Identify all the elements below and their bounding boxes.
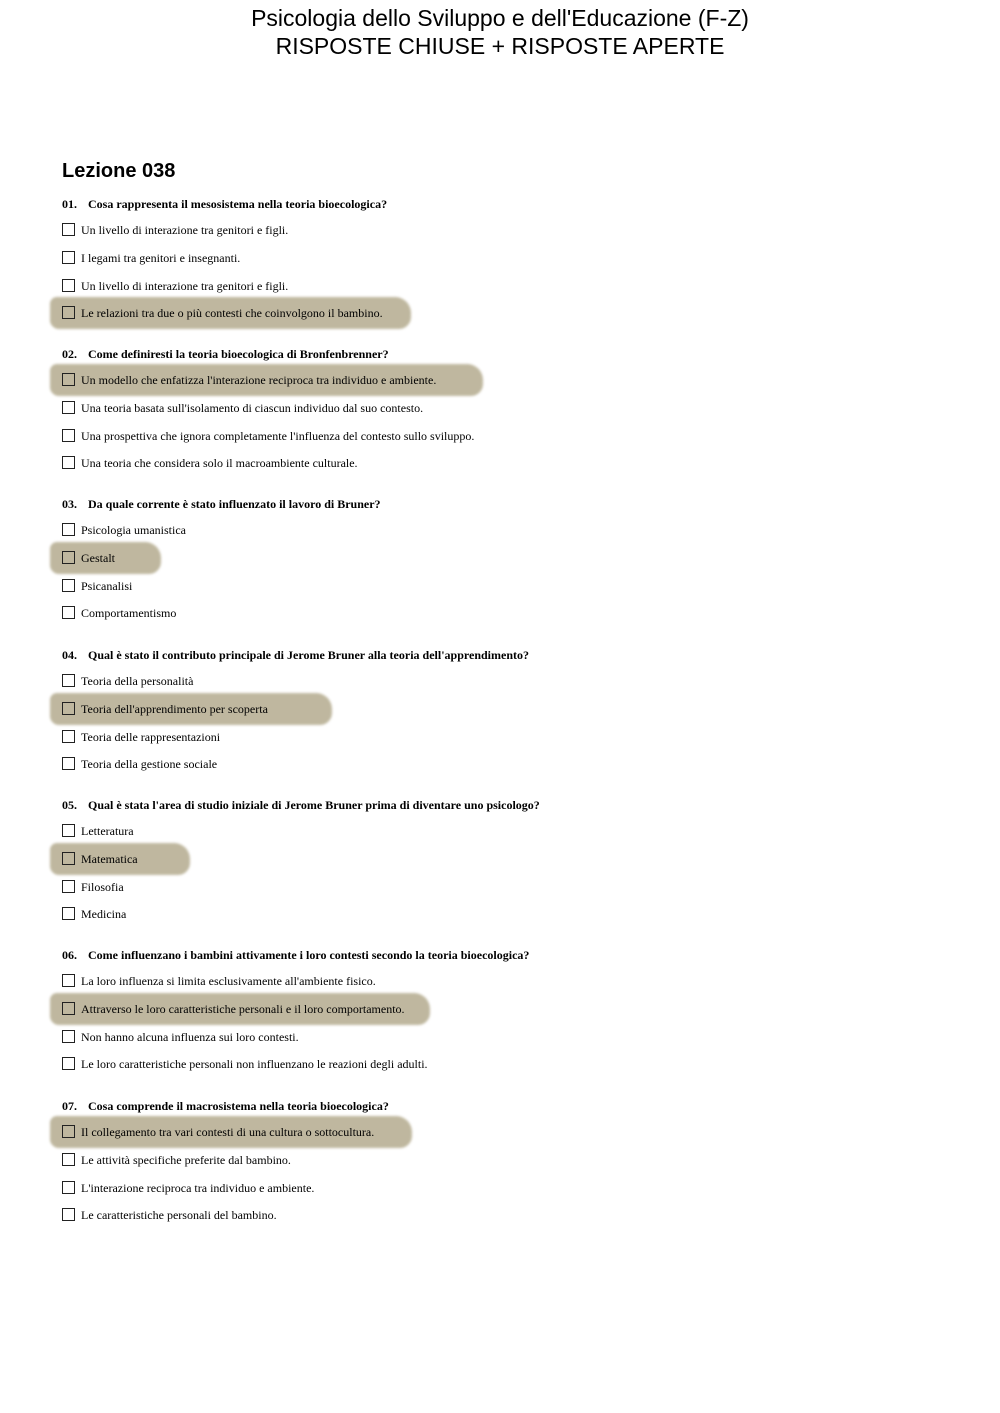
question-7 xyxy=(62,1099,389,1114)
answer-checkbox[interactable] xyxy=(62,1208,75,1221)
answer-checkbox[interactable] xyxy=(62,456,75,469)
answer-checkbox[interactable] xyxy=(62,730,75,743)
answer-checkbox[interactable] xyxy=(62,1030,75,1043)
answer-text: Le relazioni tra due o più contesti che coinvolgono il bambino. xyxy=(81,306,383,320)
question-text: Qual è stato il contributo principale di Jerome Bruner alla teoria dell'apprendimento? xyxy=(88,648,529,662)
question-text: Cosa rappresenta il mesosistema nella teoria bioecologica? xyxy=(88,197,388,211)
answer-text: Comportamentismo xyxy=(81,606,177,620)
question-number: 04. xyxy=(62,648,77,662)
answer-text: Psicanalisi xyxy=(81,579,133,593)
answer-text: Letteratura xyxy=(81,824,134,838)
answer-text: Un modello che enfatizza l'interazione reciproca tra individuo e ambiente. xyxy=(81,373,437,387)
answer-checkbox[interactable] xyxy=(62,1153,75,1166)
answer-checkbox[interactable] xyxy=(62,674,75,687)
answer-checkbox[interactable] xyxy=(62,852,75,865)
question-text: Qual è stata l'area di studio iniziale di Jerome Bruner prima di diventare uno psicologo? xyxy=(88,798,540,812)
question-text: Come influenzano i bambini attivamente i loro contesti secondo la teoria bioecologica? xyxy=(88,948,530,962)
answer-text: Medicina xyxy=(81,907,127,921)
answer-text: Teoria dell'apprendimento per scoperta xyxy=(81,702,268,716)
answer-text: Le attività specifiche preferite dal bambino. xyxy=(81,1153,291,1167)
answer-text: Attraverso le loro caratteristiche personali e il loro comportamento. xyxy=(81,1002,405,1016)
answer-checkbox[interactable] xyxy=(62,907,75,920)
question-number: 05. xyxy=(62,798,77,812)
answer-text: Teoria delle rappresentazioni xyxy=(81,730,221,744)
answer-checkbox[interactable] xyxy=(62,1125,75,1138)
answer-text: Il collegamento tra vari contesti di una cultura o sottocultura. xyxy=(81,1125,375,1139)
answer-text: Le loro caratteristiche personali non influenzano le reazioni degli adulti. xyxy=(81,1057,428,1071)
question-4 xyxy=(62,648,529,663)
answer-checkbox[interactable] xyxy=(62,824,75,837)
answer-text: Una prospettiva che ignora completamente l'influenza del contesto sullo sviluppo. xyxy=(81,429,475,443)
question-text: Come definiresti la teoria bioecologica di Bronfenbrenner? xyxy=(88,347,389,361)
question-number: 06. xyxy=(62,948,77,962)
document-subtitle: RISPOSTE CHIUSE + RISPOSTE APERTE xyxy=(275,33,725,59)
answer-checkbox[interactable] xyxy=(62,429,75,442)
question-number: 07. xyxy=(62,1099,77,1113)
answer-text: Una teoria che considera solo il macroambiente culturale. xyxy=(81,456,358,470)
answer-text: Psicologia umanistica xyxy=(81,523,186,537)
lesson-title: Lezione 038 xyxy=(62,160,176,182)
question-number: 01. xyxy=(62,197,77,211)
answer-text: Gestalt xyxy=(81,551,115,565)
answer-text: Un livello di interazione tra genitori e figli. xyxy=(81,223,289,237)
question-5 xyxy=(62,798,540,813)
question-1 xyxy=(62,197,387,212)
answer-text: Un livello di interazione tra genitori e figli. xyxy=(81,279,289,293)
answer-text: Teoria della gestione sociale xyxy=(81,757,218,771)
answer-checkbox[interactable] xyxy=(62,223,75,236)
answer-text: Filosofia xyxy=(81,880,124,894)
answer-checkbox[interactable] xyxy=(62,1002,75,1015)
question-number: 03. xyxy=(62,497,77,511)
answer-text: Teoria della personalità xyxy=(81,674,194,688)
question-text: Da quale corrente è stato influenzato il lavoro di Bruner? xyxy=(88,497,381,511)
answer-checkbox[interactable] xyxy=(62,880,75,893)
answer-text: L'interazione reciproca tra individuo e ambiente. xyxy=(81,1181,315,1195)
answer-checkbox[interactable] xyxy=(62,606,75,619)
answer-checkbox[interactable] xyxy=(62,974,75,987)
answer-text: Matematica xyxy=(81,852,138,866)
answer-checkbox[interactable] xyxy=(62,401,75,414)
document-title: Psicologia dello Sviluppo e dell'Educazione (F-Z) xyxy=(251,5,749,31)
answer-text: Le caratteristiche personali del bambino. xyxy=(81,1208,277,1222)
answer-checkbox[interactable] xyxy=(62,306,75,319)
question-6 xyxy=(62,948,529,963)
question-text: Cosa comprende il macrosistema nella teoria bioecologica? xyxy=(88,1099,389,1113)
question-number: 02. xyxy=(62,347,77,361)
answer-checkbox[interactable] xyxy=(62,373,75,386)
answer-checkbox[interactable] xyxy=(62,757,75,770)
answer-text: Non hanno alcuna influenza sui loro contesti. xyxy=(81,1030,299,1044)
answer-text: Una teoria basata sull'isolamento di ciascun individuo dal suo contesto. xyxy=(81,401,424,415)
answer-text: I legami tra genitori e insegnanti. xyxy=(81,251,241,265)
answer-checkbox[interactable] xyxy=(62,251,75,264)
question-3 xyxy=(62,497,381,512)
answer-checkbox[interactable] xyxy=(62,523,75,536)
answer-checkbox[interactable] xyxy=(62,702,75,715)
answer-text: La loro influenza si limita esclusivamente all'ambiente fisico. xyxy=(81,974,376,988)
answer-checkbox[interactable] xyxy=(62,279,75,292)
answer-checkbox[interactable] xyxy=(62,1057,75,1070)
question-2 xyxy=(62,347,389,362)
answer-checkbox[interactable] xyxy=(62,551,75,564)
answer-checkbox[interactable] xyxy=(62,579,75,592)
answer-checkbox[interactable] xyxy=(62,1181,75,1194)
